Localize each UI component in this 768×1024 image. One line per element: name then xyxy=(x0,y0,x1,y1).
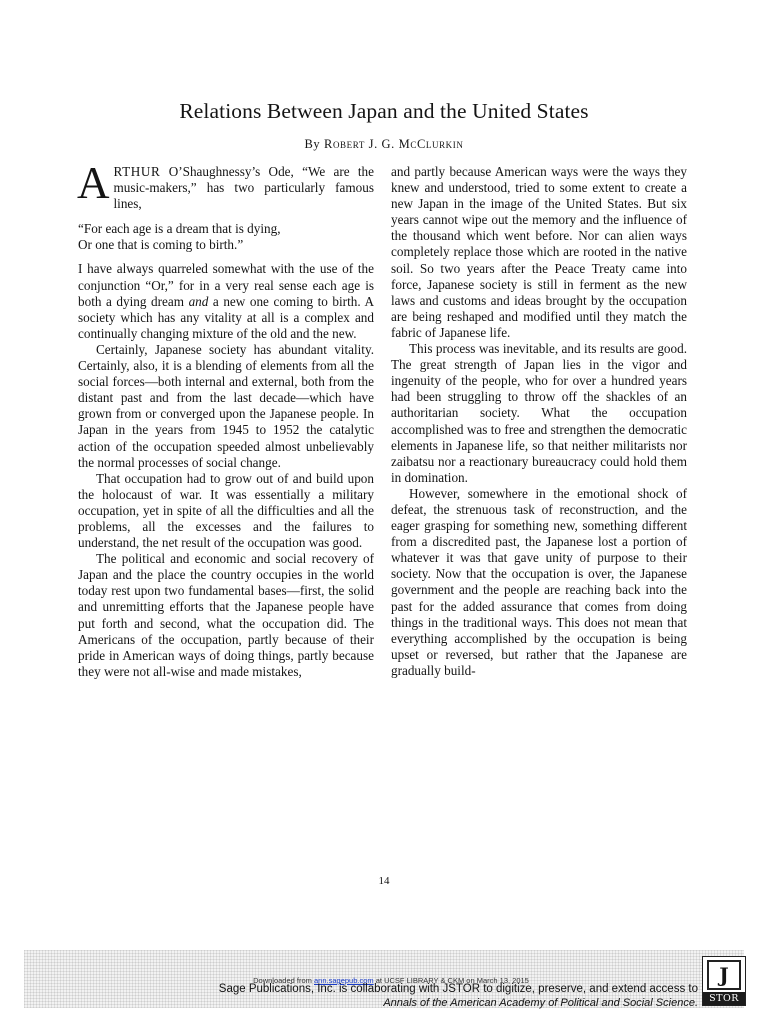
jstor-logo-text: STOR xyxy=(703,992,745,1005)
emphasis-text: and xyxy=(188,293,209,309)
right-column xyxy=(391,164,687,679)
paragraph-occupation: That occupation had to grow out of and build upon the holocaust of war. It was essentially a military occupation, yet in spite of all the difficulties and all the problems, all the excesses and the failures to understand, the net result of the occupation was good. xyxy=(78,470,374,551)
source-link[interactable]: ann.sagepub.com xyxy=(314,976,374,985)
jstor-collaboration-notice: Sage Publications, Inc. is collaborating with JSTOR to digitize, preserve, and extend access to xyxy=(218,983,698,995)
opening-text: O’Shaughnessy’s Ode, “We are the music-makers,” has two particularly famous lines, xyxy=(113,164,374,212)
opening-word-rest: RTHUR xyxy=(113,164,161,179)
paragraph-text: I have always quarreled somewhat with the use of the conjunction “Or,” for in a very real sense each age is both a dying dream xyxy=(78,261,374,309)
paragraph-continued: and partly because American ways were the ways they knew and understood, tried to some extent to create a new Japan in the image of the United States. But six years cannot wipe out the memory and the influence of the thousand which went before. Nor can alien ways completely replace those which are rooted in the native soil. So two years after the Peace Treaty came into force, Japanese society is still in ferment as the new laws and customs and ideas brought by the occupation are being reshaped and modified until they match the fabric of Japanese life. xyxy=(391,164,687,340)
left-column xyxy=(77,158,374,680)
journal-name: Annals of the American Academy of Political and Social Science. xyxy=(383,997,698,1009)
paragraph-however: However, somewhere in the emotional shock of defeat, the strenuous task of reconstruction, and the eager grasping for something new, something different from a discredited past, the Japanese lost a portion of whatever it was that gave unity of purpose to their society. Now that the occupation is over, the Japanese government and the people are reaching back into the past for the added assurance that comes from doing things in the traditional ways. This does not mean that everything accomplished by the occupation is being upset or reversed, but rather that the Japanese are gradually build- xyxy=(391,485,687,678)
article-title: Relations Between Japan and the United States xyxy=(179,99,589,123)
paragraph-process: This process was inevitable, and its results are good. The great strength of Japan lies in the vigor and ingenuity of the people, who for over a hundred years had been struggling to throw off the shackles of an authoritarian society. What the occupation accomplished was to free and strengthen the democratic elements in Japanese life, so that neither militarists nor zaibatsu nor a reactionary bureaucracy could hold them in domination. xyxy=(391,341,687,485)
quote-line-1: “For each age is a dream that is dying, xyxy=(78,221,281,237)
jstor-emblem-icon: J xyxy=(707,960,741,990)
paragraph-vitality: Certainly, Japanese society has abundant vitality. Certainly, also, it is a blending of elements from all the social forces—both internal and external, both from the distant past and from the last decade—which have grown from or converged upon the Japanese people. In Japan in the years from 1945 to 1952 the catalytic action of the occupation speeded almost unbelievably the normal processes of social change. xyxy=(78,341,374,470)
quote-line-2: Or one that is coming to birth.” xyxy=(78,237,244,253)
opening-paragraph xyxy=(77,158,374,212)
byline-prefix: By xyxy=(304,137,325,151)
page-number: 14 xyxy=(378,875,390,887)
author-name: Robert J. G. McClurkin xyxy=(324,137,464,151)
download-suffix: at UCSF LIBRARY & CKM on March 13, 2015 xyxy=(373,976,529,985)
jstor-logo[interactable] xyxy=(702,956,746,1006)
paragraph-text: a new one coming to birth. A society which has any vitality at all is a complex and continually changing mixture of the old and the new. xyxy=(78,293,374,341)
drop-cap: A xyxy=(77,158,110,208)
download-prefix: Downloaded from xyxy=(253,976,314,985)
paragraph-conjunction xyxy=(78,261,374,341)
paragraph-recovery: The political and economic and social recovery of Japan and the place the country occupies in the world today rest upon two fundamental bases—first, the solid and unremitting efforts that the Japanese people have put forth and second, what the occupation did. The Americans of the occupation, partly because of their pride in American ways of doing things, partly because they were not all-wise and made mistakes, xyxy=(78,551,374,679)
byline xyxy=(0,137,768,152)
poem-quote xyxy=(78,221,374,253)
